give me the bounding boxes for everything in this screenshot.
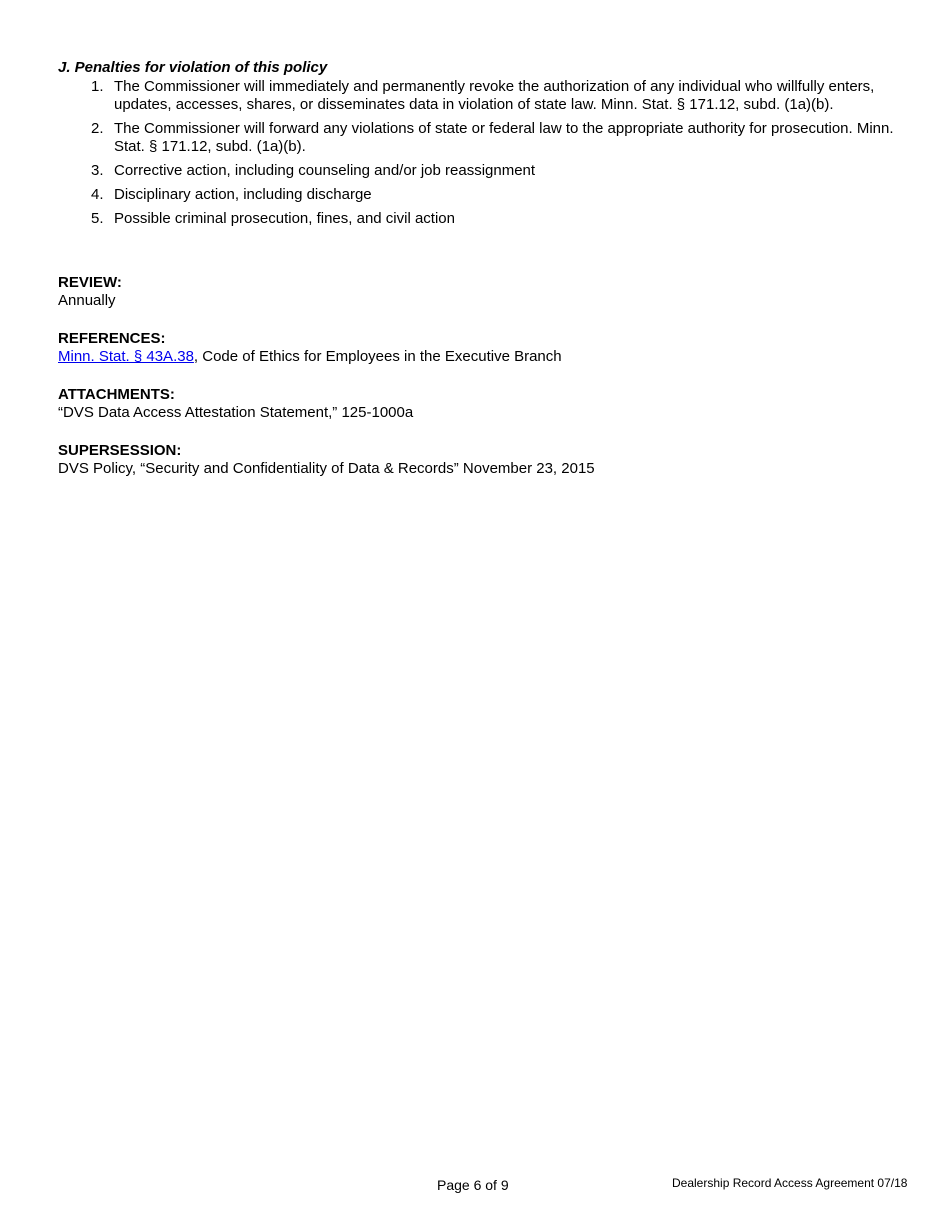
supersession-heading: SUPERSESSION: — [58, 442, 182, 459]
references-heading: REFERENCES: — [58, 330, 166, 347]
references-text — [58, 348, 908, 366]
references-section — [58, 330, 908, 366]
list-item — [58, 120, 908, 156]
list-item-text: Disciplinary action, including discharge — [114, 186, 372, 203]
list-item-number: 1. — [91, 78, 104, 95]
list-item — [58, 186, 908, 204]
attachments-section — [58, 386, 908, 422]
list-item-number: 4. — [91, 186, 104, 203]
document-body — [58, 59, 908, 498]
supersession-section — [58, 442, 908, 478]
document-footer-label: Dealership Record Access Agreement 07/18 — [672, 1176, 908, 1190]
list-item-number: 2. — [91, 120, 104, 137]
list-item-number: 3. — [91, 162, 104, 179]
list-item-text: The Commissioner will forward any violations of state or federal law to the appropriate authority for prosecution. Minn. Stat. § 171.12, subd. (1a)(b). — [114, 120, 894, 155]
page-number: Page 6 of 9 — [437, 1177, 509, 1193]
list-item — [58, 210, 908, 228]
supersession-text: DVS Policy, “Security and Confidentiality of Data & Records” November 23, 2015 — [58, 460, 595, 477]
review-heading: REVIEW: — [58, 274, 122, 291]
list-item — [58, 78, 908, 114]
penalties-list — [58, 78, 908, 228]
list-item-text: Corrective action, including counseling and/or job reassignment — [114, 162, 536, 179]
statute-link[interactable]: Minn. Stat. § 43A.38 — [58, 348, 194, 365]
review-section — [58, 274, 908, 310]
list-item-text: The Commissioner will immediately and permanently revoke the authorization of any individual who willfully enters, updates, accesses, shares, or disseminates data in violation of state law. Minn. Stat. § 171.12, subd. (1a)(b). — [114, 78, 875, 113]
list-item — [58, 162, 908, 180]
attachments-heading: ATTACHMENTS: — [58, 386, 175, 403]
list-item-text: Possible criminal prosecution, fines, and civil action — [114, 210, 455, 227]
section-j-title: J. Penalties for violation of this policy — [58, 59, 328, 76]
attachments-text: “DVS Data Access Attestation Statement,” 125-1000a — [58, 404, 414, 421]
references-description: , Code of Ethics for Employees in the Executive Branch — [193, 348, 562, 365]
review-text: Annually — [58, 292, 116, 309]
list-item-number: 5. — [91, 210, 104, 227]
